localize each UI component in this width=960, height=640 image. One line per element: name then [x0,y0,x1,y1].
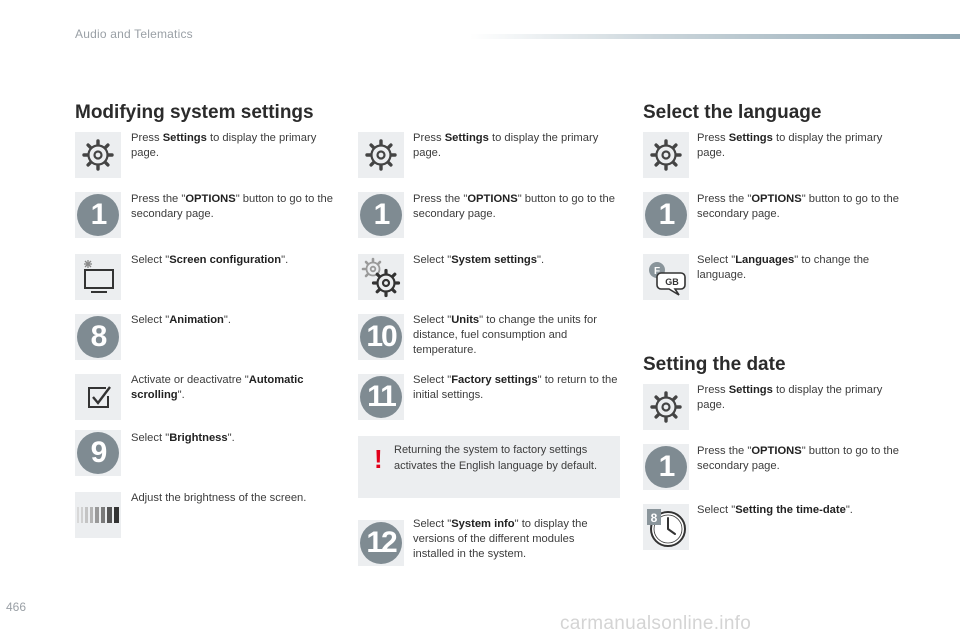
system-settings-gears-icon [358,254,404,300]
language-f-label: F [653,266,661,277]
warning-icon: ! [374,444,383,474]
step-system-info: Select "System info" to display the versions of the different modules installed in the system. [413,518,588,560]
step-badge-1: 1 [643,192,689,238]
step-badge-1: 1 [643,444,689,490]
step-badge-11: 11 [358,374,404,420]
step-press-settings: Press Settings to display the primary page. [131,132,317,159]
step-badge-1: 1 [75,192,121,238]
language-bubble-icon [643,254,689,300]
step-brightness: Select "Brightness". [131,432,235,444]
clock-badge-label: 8 [650,511,658,525]
clock-icon [643,504,689,550]
screen-config-icon [75,254,121,300]
step-badge-10: 10 [358,314,404,360]
chapter-title: Audio and Telematics [75,27,193,41]
step-press-options: Press the "OPTIONS" button to go to the secondary page. [697,193,899,220]
step-animation: Select "Animation". [131,314,231,326]
step-time-date: Select "Setting the time-date". [697,504,853,516]
checkbox-icon [75,374,121,420]
section-title-language: Select the language [643,102,822,123]
brightness-bar-icon [75,492,121,538]
step-badge-9: 9 [75,430,121,476]
step-press-settings: Press Settings to display the primary page. [697,384,883,411]
step-adjust-brightness: Adjust the brightness of the screen. [131,492,307,504]
step-badge-8: 8 [75,314,121,360]
step-press-options: Press the "OPTIONS" button to go to the secondary page. [413,193,615,220]
section-title-date: Setting the date [643,354,786,375]
header-rule [470,34,960,39]
warning-text: Returning the system to factory settings activates the English language by default. [394,444,598,472]
step-press-settings: Press Settings to display the primary page. [413,132,599,159]
step-system-settings: Select "System settings". [413,254,545,266]
step-factory-settings: Select "Factory settings" to return to the initial settings. [413,374,618,401]
step-units: Select "Units" to change the units for distance, fuel consumption and temperature. [413,314,597,356]
step-screen-config: Select "Screen configuration". [131,254,289,266]
settings-gear-icon [643,384,689,430]
factory-reset-warning [358,436,620,498]
page-number: 466 [6,600,27,614]
step-badge-1: 1 [358,192,404,238]
settings-gear-icon [643,132,689,178]
language-gb-label: GB [665,277,679,287]
settings-gear-icon [358,132,404,178]
step-languages: Select "Languages" to change the language. [697,254,870,281]
step-press-options: Press the "OPTIONS" button to go to the secondary page. [697,445,899,472]
step-automatic-scrolling: Activate or deactivatre "Automatic scrolling". [131,374,304,401]
section-title-modifying: Modifying system settings [75,102,314,123]
step-badge-12: 12 [358,520,404,566]
settings-gear-icon [75,132,121,178]
watermark: carmanualsonline.info [560,613,752,634]
step-press-settings: Press Settings to display the primary page. [697,132,883,159]
step-press-options: Press the "OPTIONS" button to go to the secondary page. [131,193,333,220]
